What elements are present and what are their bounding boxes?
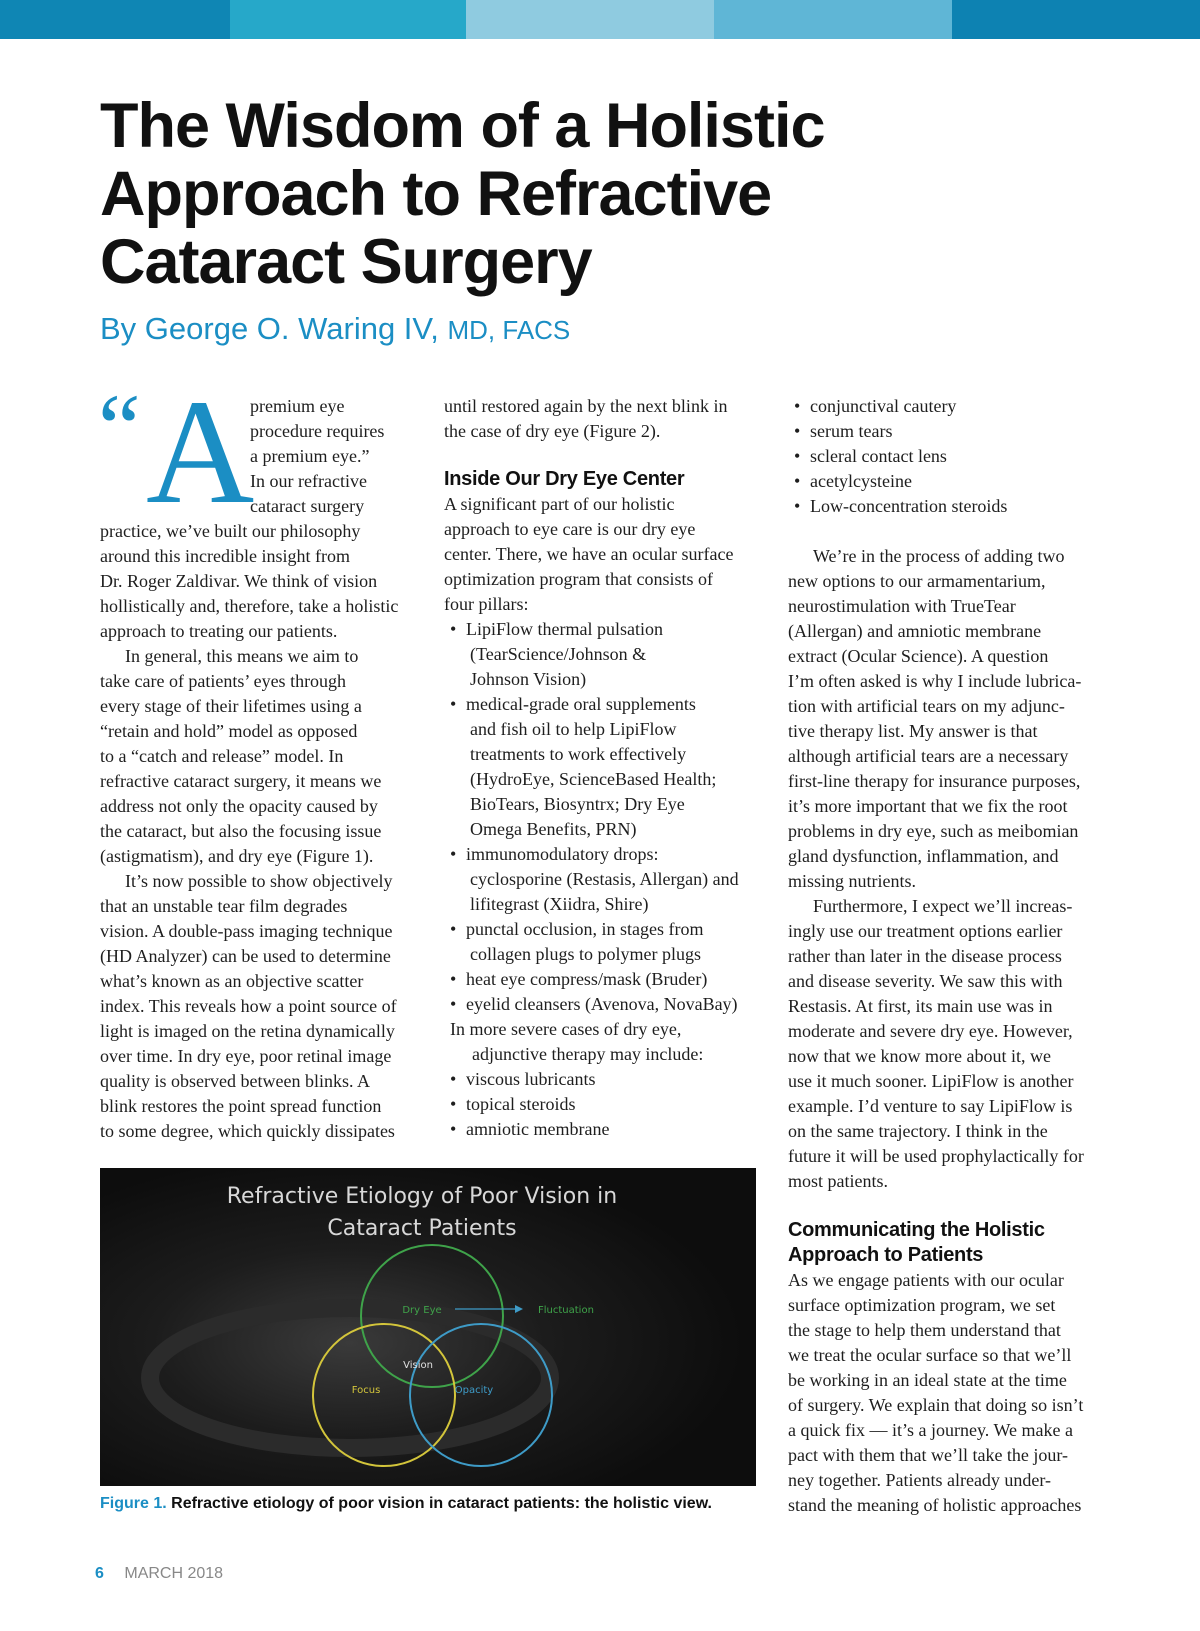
column-1 bbox=[98, 369, 420, 1144]
figure-title-line: Refractive Etiology of Poor Vision in bbox=[226, 1184, 618, 1209]
text-line: around this incredible insight from bbox=[100, 546, 350, 566]
text-line: In our refractive bbox=[250, 471, 367, 491]
page-number: 6 bbox=[95, 1565, 104, 1582]
text-line: on the same trajectory. I think in the bbox=[788, 1121, 1048, 1141]
text-line: hollistically and, therefore, take a holistic bbox=[100, 596, 399, 616]
list-item: • viscous lubricants bbox=[444, 1067, 764, 1092]
text-line: blink restores the point spread function bbox=[100, 1096, 382, 1116]
text-line: Restasis. At first, its main use was in bbox=[788, 996, 1053, 1016]
paragraph bbox=[788, 544, 1118, 894]
text-line: We’re in the process of adding two bbox=[813, 546, 1065, 566]
text-line: In more severe cases of dry eye, bbox=[450, 1019, 682, 1039]
text-line: neurostimulation with TrueTear bbox=[788, 596, 1016, 616]
paragraph bbox=[788, 894, 1118, 1194]
paragraph bbox=[100, 644, 420, 869]
author-name: By George O. Waring IV, bbox=[100, 311, 439, 346]
text-line: (TearScience/Johnson & bbox=[470, 644, 647, 664]
title-line: Approach to Refractive bbox=[100, 159, 772, 229]
figure-label: Figure 1. bbox=[100, 1495, 167, 1512]
text-line: stand the meaning of holistic approaches bbox=[788, 1495, 1082, 1515]
text-line: premium eye bbox=[250, 396, 345, 416]
column-3 bbox=[788, 394, 1118, 1518]
list-item bbox=[444, 692, 764, 842]
list-item: • conjunctival cautery bbox=[788, 394, 1118, 419]
severe-cases-text bbox=[444, 1017, 764, 1067]
section-heading bbox=[788, 1218, 1118, 1268]
title-line: Cataract Surgery bbox=[100, 227, 592, 297]
text-line: what’s known as an objective scatter bbox=[100, 971, 364, 991]
therapy-list bbox=[788, 394, 1118, 519]
text-line: over time. In dry eye, poor retinal image bbox=[100, 1046, 392, 1066]
text-line: (HD Analyzer) can be used to determine bbox=[100, 946, 391, 966]
text-line: future it will be used prophylactically for bbox=[788, 1146, 1084, 1166]
focus-label: Focus bbox=[351, 1385, 381, 1396]
text-line: Furthermore, I expect we’ll increas- bbox=[813, 896, 1073, 916]
text-line: approach to treating our patients. bbox=[100, 621, 338, 641]
vision-label: Vision bbox=[403, 1360, 433, 1371]
top-bar-segment bbox=[230, 0, 466, 39]
issue-date: MARCH 2018 bbox=[124, 1565, 224, 1582]
text-line: gland dysfunction, inflammation, and bbox=[788, 846, 1059, 866]
text-line: A significant part of our holistic bbox=[444, 494, 675, 514]
top-bar-segment bbox=[0, 0, 230, 39]
paragraph bbox=[100, 519, 420, 644]
text-line: we treat the ocular surface so that we’ll bbox=[788, 1345, 1072, 1365]
text-line: cataract surgery bbox=[250, 496, 365, 516]
text-line: index. This reveals how a point source of bbox=[100, 996, 397, 1016]
text-line: vision. A double-pass imaging technique bbox=[100, 921, 393, 941]
text-line: center. There, we have an ocular surface bbox=[444, 544, 734, 564]
title-line: The Wisdom of a Holistic bbox=[100, 91, 825, 161]
text-line: practice, we’ve built our philosophy bbox=[100, 521, 361, 541]
text-line: four pillars: bbox=[444, 594, 529, 614]
pillars-list bbox=[444, 617, 764, 1017]
text-line: that an unstable tear film degrades bbox=[100, 896, 348, 916]
text-line: moderate and severe dry eye. However, bbox=[788, 1021, 1073, 1041]
text-line: although artificial tears are a necessary bbox=[788, 746, 1069, 766]
opacity-label: Opacity bbox=[454, 1385, 494, 1396]
top-bar-segment bbox=[952, 0, 1200, 39]
byline bbox=[100, 311, 570, 347]
text-line: it’s more important that we fix the root bbox=[788, 796, 1068, 816]
text-line: example. I’d venture to say LipiFlow is bbox=[788, 1096, 1073, 1116]
heading-line: Communicating the Holistic bbox=[788, 1219, 1045, 1241]
list-item bbox=[444, 617, 764, 692]
text-line: of surgery. We explain that doing so isn’t bbox=[788, 1395, 1084, 1415]
text-line: • LipiFlow thermal pulsation bbox=[466, 619, 663, 639]
list-item bbox=[444, 992, 764, 1017]
dry-eye-label: Dry Eye bbox=[402, 1305, 442, 1316]
heading-line: Approach to Patients bbox=[788, 1244, 984, 1266]
text-line: It’s now possible to show objectively bbox=[125, 871, 393, 891]
list-item: • acetylcysteine bbox=[788, 469, 1118, 494]
text-line: extract (Ocular Science). A question bbox=[788, 646, 1049, 666]
dropcap-letter: A bbox=[146, 369, 255, 535]
text-line: (astigmatism), and dry eye (Figure 1). bbox=[100, 846, 374, 866]
paragraph bbox=[788, 1268, 1118, 1518]
text-line: and disease severity. We saw this with bbox=[788, 971, 1063, 991]
text-line: adjunctive therapy may include: bbox=[472, 1044, 704, 1064]
text-line: the cataract, but also the focusing issue bbox=[100, 821, 382, 841]
text-line: • medical-grade oral supplements bbox=[466, 694, 696, 714]
dropcap-quote: “ bbox=[98, 374, 141, 481]
text-line: address not only the opacity caused by bbox=[100, 796, 378, 816]
adjunctive-list bbox=[444, 1067, 764, 1142]
list-item bbox=[444, 917, 764, 967]
text-line: • eyelid cleansers (Avenova, NovaBay) bbox=[466, 994, 738, 1014]
text-line: optimization program that consists of bbox=[444, 569, 713, 589]
text-line: problems in dry eye, such as meibomian bbox=[788, 821, 1079, 841]
text-line: tive therapy list. My answer is that bbox=[788, 721, 1038, 741]
text-line: to some degree, which quickly dissipates bbox=[100, 1121, 395, 1141]
author-credentials: MD, FACS bbox=[447, 315, 571, 345]
figure-caption bbox=[100, 1495, 712, 1513]
list-item: • serum tears bbox=[788, 419, 1118, 444]
caption-text: Refractive etiology of poor vision in cataract patients: the holistic view. bbox=[171, 1495, 712, 1512]
text-line: use it much sooner. LipiFlow is another bbox=[788, 1071, 1074, 1091]
list-item bbox=[444, 967, 764, 992]
text-line: ney together. Patients already under- bbox=[788, 1470, 1052, 1490]
top-color-bar bbox=[0, 0, 1200, 39]
text-line: BioTears, Biosyntrx; Dry Eye bbox=[470, 794, 685, 814]
text-line: rather than later in the disease process bbox=[788, 946, 1062, 966]
text-line: and fish oil to help LipiFlow bbox=[470, 719, 677, 739]
text-line: ingly use our treatment options earlier bbox=[788, 921, 1063, 941]
text-line: every stage of their lifetimes using a bbox=[100, 696, 362, 716]
text-line: In general, this means we aim to bbox=[125, 646, 359, 666]
text-line: (Allergan) and amniotic membrane bbox=[788, 621, 1042, 641]
text-line: treatments to work effectively bbox=[470, 744, 687, 764]
list-item: • scleral contact lens bbox=[788, 444, 1118, 469]
top-bar-segment bbox=[466, 0, 714, 39]
text-line: “retain and hold” model as opposed bbox=[100, 721, 358, 741]
dropcap-text bbox=[250, 394, 420, 519]
page-footer bbox=[95, 1565, 223, 1583]
text-line: (HydroEye, ScienceBased Health; bbox=[470, 769, 717, 789]
text-line: most patients. bbox=[788, 1171, 888, 1191]
text-line: • heat eye compress/mask (Bruder) bbox=[466, 969, 708, 989]
text-line: take care of patients’ eyes through bbox=[100, 671, 347, 691]
text-line: now that we know more about it, we bbox=[788, 1046, 1051, 1066]
figure-1 bbox=[100, 1168, 756, 1486]
top-bar-segment bbox=[714, 0, 952, 39]
text-line: until restored again by the next blink in bbox=[444, 396, 728, 416]
text-line: Dr. Roger Zaldivar. We think of vision bbox=[100, 571, 378, 591]
article-title bbox=[100, 92, 1000, 296]
fluctuation-label: Fluctuation bbox=[538, 1305, 594, 1316]
section-heading: Inside Our Dry Eye Center bbox=[444, 468, 685, 490]
text-line: quality is observed between blinks. A bbox=[100, 1071, 370, 1091]
text-line: tion with artificial tears on my adjunc- bbox=[788, 696, 1065, 716]
list-item: • Low-concentration steroids bbox=[788, 494, 1118, 519]
text-line: pact with them that we’ll take the jour- bbox=[788, 1445, 1069, 1465]
paragraph bbox=[100, 869, 420, 1144]
venn-diagram bbox=[100, 1168, 756, 1486]
text-line: light is imaged on the retina dynamically bbox=[100, 1021, 395, 1041]
text-line: first-line therapy for insurance purposes, bbox=[788, 771, 1081, 791]
text-line: new options to our armamentarium, bbox=[788, 571, 1046, 591]
figure-title-line: Cataract Patients bbox=[327, 1216, 517, 1241]
text-line: a premium eye.” bbox=[250, 446, 370, 466]
text-line: the case of dry eye (Figure 2). bbox=[444, 421, 661, 441]
text-line: procedure requires bbox=[250, 421, 385, 441]
text-line: cyclosporine (Restasis, Allergan) and bbox=[470, 869, 739, 889]
text-line: • immunomodulatory drops: bbox=[466, 844, 659, 864]
text-line: As we engage patients with our ocular bbox=[788, 1270, 1064, 1290]
text-line: surface optimization program, we set bbox=[788, 1295, 1056, 1315]
text-line: approach to eye care is our dry eye bbox=[444, 519, 696, 539]
text-line: • punctal occlusion, in stages from bbox=[466, 919, 704, 939]
text-line: collagen plugs to polymer plugs bbox=[470, 944, 701, 964]
text-line: be working in an ideal state at the time bbox=[788, 1370, 1067, 1390]
list-item: • topical steroids bbox=[444, 1092, 764, 1117]
list-item bbox=[444, 842, 764, 917]
list-item: • amniotic membrane bbox=[444, 1117, 764, 1142]
text-line: to a “catch and release” model. In bbox=[100, 746, 344, 766]
text-line: Johnson Vision) bbox=[470, 669, 587, 689]
text-line: lifitegrast (Xiidra, Shire) bbox=[470, 894, 649, 914]
text-line: a quick fix — it’s a journey. We make a bbox=[788, 1420, 1073, 1440]
text-line: Omega Benefits, PRN) bbox=[470, 819, 637, 839]
text-line: missing nutrients. bbox=[788, 871, 917, 891]
text-line: refractive cataract surgery, it means we bbox=[100, 771, 382, 791]
column-2 bbox=[444, 394, 764, 1142]
text-line: I’m often asked is why I include lubrica- bbox=[788, 671, 1082, 691]
text-line: the stage to help them understand that bbox=[788, 1320, 1061, 1340]
